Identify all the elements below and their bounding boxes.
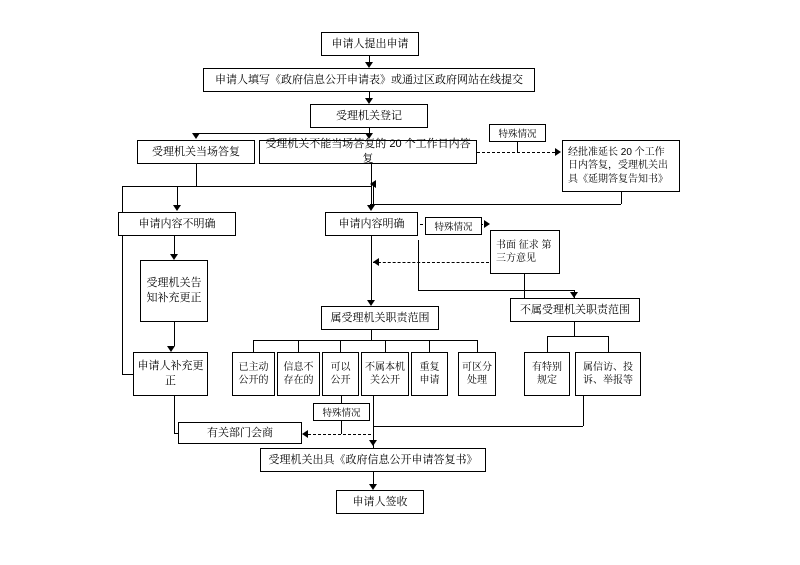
- connector-deptconsult-special3: [308, 434, 371, 435]
- node-third-party-label: 书面 征求 第三方意见: [496, 239, 552, 264]
- node-special-rule-label: 有特别规定: [532, 361, 562, 386]
- node-not-exist-label: 信息不存在的: [283, 361, 314, 386]
- node-not-this-org[interactable]: [361, 352, 409, 396]
- connector-special3-stem: [341, 396, 342, 403]
- node-content-clear-label: 申请内容明确: [338, 217, 405, 230]
- arrowhead-extend-back: [370, 180, 376, 188]
- node-notify-correct-label: 受理机关告知补充更正: [146, 277, 202, 304]
- node-out-scope-label: 不属受理机关职责范围: [520, 303, 630, 316]
- connector-optB: [608, 336, 609, 352]
- connector-outscope-down: [574, 322, 575, 336]
- arrowhead-answer-onsite: [192, 133, 200, 139]
- node-extend-notice[interactable]: [562, 140, 680, 192]
- node-applicant-correct[interactable]: [133, 352, 208, 396]
- connector-third-party-down: [524, 274, 525, 298]
- node-not-exist[interactable]: [277, 352, 320, 396]
- node-already-public-label: 已主动公开的: [238, 361, 269, 386]
- label-special-case-1-text: 特殊情况: [498, 129, 537, 140]
- connector-special1-extend: [477, 152, 555, 153]
- arrowhead-third-party: [484, 220, 490, 228]
- node-duplicate-label: 重复申请: [419, 361, 440, 386]
- bus-outscope-options: [547, 336, 608, 337]
- node-notify-correct[interactable]: [140, 260, 208, 322]
- node-out-scope[interactable]: [510, 298, 640, 322]
- connector-deptconsult-leftup: [174, 396, 175, 433]
- connector-third-party-back: [373, 262, 489, 263]
- arrowhead-dept-consult: [302, 430, 308, 438]
- connector-clear-down: [371, 236, 372, 300]
- node-sign-receipt-label: 申请人签收: [352, 495, 408, 508]
- connector-clear-outscope: [418, 290, 574, 291]
- connector-opt6: [477, 340, 478, 352]
- node-answer-20days-label: 受理机关不能当场答复的 20 个工作日内答复: [265, 138, 471, 165]
- bus-inscope-options: [253, 340, 477, 341]
- node-apply[interactable]: [321, 32, 419, 56]
- node-letters-visits[interactable]: [575, 352, 641, 396]
- node-content-unclear-label: 申请内容不明确: [138, 217, 216, 230]
- connector-outscope-merge-h: [373, 426, 583, 427]
- node-duplicate[interactable]: [411, 352, 448, 396]
- connector-opt5: [429, 340, 430, 352]
- connector-clear-outscope-up: [418, 240, 419, 290]
- node-already-public[interactable]: [232, 352, 275, 396]
- node-issue-reply-label: 受理机关出具《政府信息公开申请答复书》: [268, 453, 478, 466]
- connector-bus-to-unclear: [177, 186, 178, 206]
- label-special-case-2-text: 特殊情况: [434, 222, 473, 233]
- arrowhead-content-clear: [367, 205, 375, 211]
- bus-register-split: [196, 133, 370, 134]
- node-letters-visits-label: 属信访、投诉、举报等: [583, 361, 633, 386]
- connector-notify-applicant: [174, 322, 175, 346]
- node-content-clear[interactable]: [325, 212, 418, 236]
- arrowhead-content-unclear: [173, 205, 181, 211]
- connector-extend-down: [621, 192, 622, 204]
- node-special-rule[interactable]: [524, 352, 570, 396]
- node-partial[interactable]: [458, 352, 496, 396]
- connector-opt3: [340, 340, 341, 352]
- connector-inscope-down: [371, 330, 372, 340]
- node-third-party[interactable]: [490, 230, 560, 274]
- node-register-label: 受理机关登记: [336, 109, 402, 122]
- label-special-case-3: [313, 403, 370, 421]
- node-issue-reply[interactable]: [260, 448, 486, 472]
- node-applicant-correct-label: 申请人补充更正: [137, 360, 204, 387]
- node-answer-onsite-label: 受理机关当场答复: [152, 145, 240, 158]
- connector-opt2: [298, 340, 299, 352]
- arrowhead-extend-notice: [555, 148, 561, 156]
- node-answer-20days[interactable]: [259, 140, 477, 164]
- node-in-scope[interactable]: [321, 306, 439, 330]
- connector-optA: [547, 336, 548, 352]
- connector-special1-label-stem: [517, 142, 518, 152]
- connector-bus-to-clear: [371, 186, 372, 206]
- node-extend-notice-label: 经批准延长 20 个工作日内答复，受理机关出具《延期答复告知书》: [568, 146, 668, 185]
- node-apply-label: 申请人提出申请: [331, 37, 409, 50]
- node-dept-consult[interactable]: [178, 422, 302, 444]
- node-can-public[interactable]: [322, 352, 359, 396]
- label-special-case-1: [489, 124, 546, 142]
- node-register[interactable]: [310, 104, 428, 128]
- node-can-public-label: 可以公开: [330, 361, 351, 386]
- bus-unclear-clear: [122, 186, 372, 187]
- arrowhead-third-party-back: [373, 258, 379, 266]
- connector-special3-down: [341, 421, 342, 434]
- node-in-scope-label: 属受理机关职责范围: [330, 311, 430, 324]
- node-fill-form[interactable]: [203, 68, 535, 92]
- node-dept-consult-label: 有关部门会商: [207, 426, 273, 439]
- connector-unclear-notify: [174, 236, 175, 254]
- connector-extend-back: [370, 204, 621, 205]
- connector-onsite-down: [196, 164, 197, 186]
- connector-outscope-merge: [583, 396, 584, 426]
- node-not-this-org-label: 不属本机关公开: [365, 361, 405, 386]
- label-special-case-2: [425, 217, 482, 235]
- connector-opt1: [253, 340, 254, 352]
- node-answer-onsite[interactable]: [137, 140, 255, 164]
- label-special-case-3-text: 特殊情况: [322, 408, 361, 419]
- node-sign-receipt[interactable]: [336, 490, 424, 514]
- node-partial-label: 可区分处理: [462, 361, 492, 386]
- arrowhead-issue-reply: [369, 440, 377, 446]
- connector-opt4: [385, 340, 386, 352]
- node-fill-form-label: 申请人填写《政府信息公开申请表》或通过区政府网站在线提交: [215, 73, 523, 86]
- connector-issue-sign: [373, 472, 374, 484]
- node-content-unclear[interactable]: [118, 212, 236, 236]
